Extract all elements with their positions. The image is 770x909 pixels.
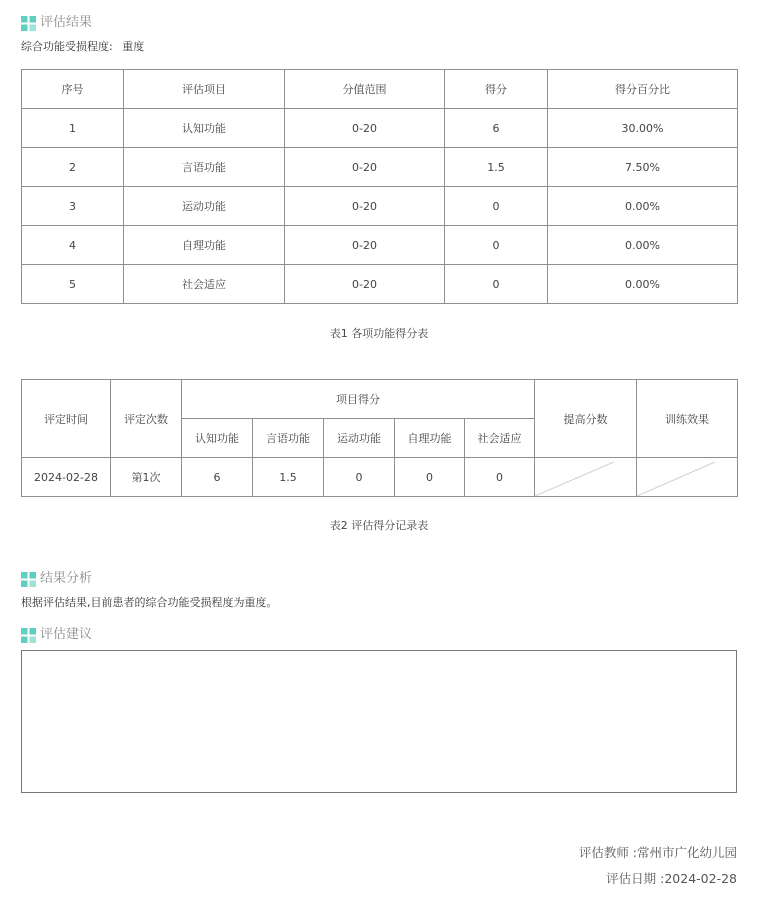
- table-header-row: [22, 380, 738, 419]
- cell-percent: 7.50%: [548, 148, 738, 187]
- table-header-row: [22, 70, 738, 109]
- subheader-speech: 言语功能: [253, 419, 324, 458]
- cell-score: 0: [445, 265, 548, 304]
- cell-index: 2: [22, 148, 124, 187]
- cell-range: 0-20: [285, 187, 445, 226]
- severity-label: 综合功能受损程度:: [21, 40, 113, 53]
- section-title-text: 评估结果: [40, 15, 93, 30]
- header-range: 分值范围: [285, 70, 445, 109]
- header-count: 评定次数: [111, 380, 182, 458]
- cell-item: 自理功能: [124, 226, 285, 265]
- grid-icon: [21, 16, 36, 31]
- cell-index: 1: [22, 109, 124, 148]
- table2-caption: 表2 评估得分记录表: [329, 519, 429, 532]
- table-row: [22, 265, 738, 304]
- footer-date: 评估日期 :2024-02-28: [606, 871, 737, 886]
- cell-range: 0-20: [285, 148, 445, 187]
- header-index: 序号: [22, 70, 124, 109]
- severity-value: 重度: [122, 40, 145, 53]
- grid-icon: [21, 572, 36, 587]
- table-row: [22, 226, 738, 265]
- score-record-table: [21, 379, 738, 497]
- cell-score-social: 0: [465, 458, 535, 497]
- section-title-text: 结果分析: [40, 571, 93, 586]
- cell-range: 0-20: [285, 265, 445, 304]
- cell-index: 4: [22, 226, 124, 265]
- table-row: [22, 458, 738, 497]
- cell-range: 0-20: [285, 226, 445, 265]
- cell-index: 3: [22, 187, 124, 226]
- table-row: [22, 148, 738, 187]
- subheader-social: 社会适应: [465, 419, 535, 458]
- table-row: [22, 109, 738, 148]
- advice-text-box[interactable]: [21, 650, 737, 793]
- table1-caption: 表1 各项功能得分表: [329, 327, 429, 340]
- cell-time: 2024-02-28: [22, 458, 111, 497]
- subheader-selfcare: 自理功能: [395, 419, 465, 458]
- cell-percent: 30.00%: [548, 109, 738, 148]
- cell-effect-empty: [637, 458, 738, 497]
- analysis-text: 根据评估结果,目前患者的综合功能受损程度为重度。: [21, 596, 278, 609]
- cell-percent: 0.00%: [548, 187, 738, 226]
- header-item: 评估项目: [124, 70, 285, 109]
- subheader-motor: 运动功能: [324, 419, 395, 458]
- severity-line: [21, 39, 144, 55]
- cell-improve-empty: [535, 458, 637, 497]
- cell-index: 5: [22, 265, 124, 304]
- advice-section-title: [21, 626, 92, 644]
- grid-icon: [21, 628, 36, 643]
- header-score: 得分: [445, 70, 548, 109]
- cell-score-motor: 0: [324, 458, 395, 497]
- cell-item: 运动功能: [124, 187, 285, 226]
- cell-score-selfcare: 0: [395, 458, 465, 497]
- header-improve: 提高分数: [535, 380, 637, 458]
- cell-score-cognitive: 6: [182, 458, 253, 497]
- footer-teacher: 评估教师 :常州市广化幼儿园: [578, 845, 737, 860]
- analysis-section-title: [21, 570, 92, 588]
- cell-count: 第1次: [111, 458, 182, 497]
- diagonal-slash-icon: [637, 458, 737, 496]
- table-row: [22, 187, 738, 226]
- section-title-text: 评估建议: [40, 627, 93, 642]
- result-section-title: [21, 14, 92, 32]
- cell-range: 0-20: [285, 109, 445, 148]
- header-effect: 训练效果: [637, 380, 738, 458]
- header-item-scores: 项目得分: [182, 380, 535, 419]
- header-time: 评定时间: [22, 380, 111, 458]
- cell-item: 言语功能: [124, 148, 285, 187]
- cell-score: 0: [445, 187, 548, 226]
- cell-score: 0: [445, 226, 548, 265]
- header-percent: 得分百分比: [548, 70, 738, 109]
- cell-score: 6: [445, 109, 548, 148]
- cell-score-speech: 1.5: [253, 458, 324, 497]
- cell-item: 社会适应: [124, 265, 285, 304]
- cell-percent: 0.00%: [548, 265, 738, 304]
- function-score-table: [21, 69, 738, 304]
- diagonal-slash-icon: [535, 458, 636, 496]
- cell-score: 1.5: [445, 148, 548, 187]
- cell-percent: 0.00%: [548, 226, 738, 265]
- subheader-cognitive: 认知功能: [182, 419, 253, 458]
- cell-item: 认知功能: [124, 109, 285, 148]
